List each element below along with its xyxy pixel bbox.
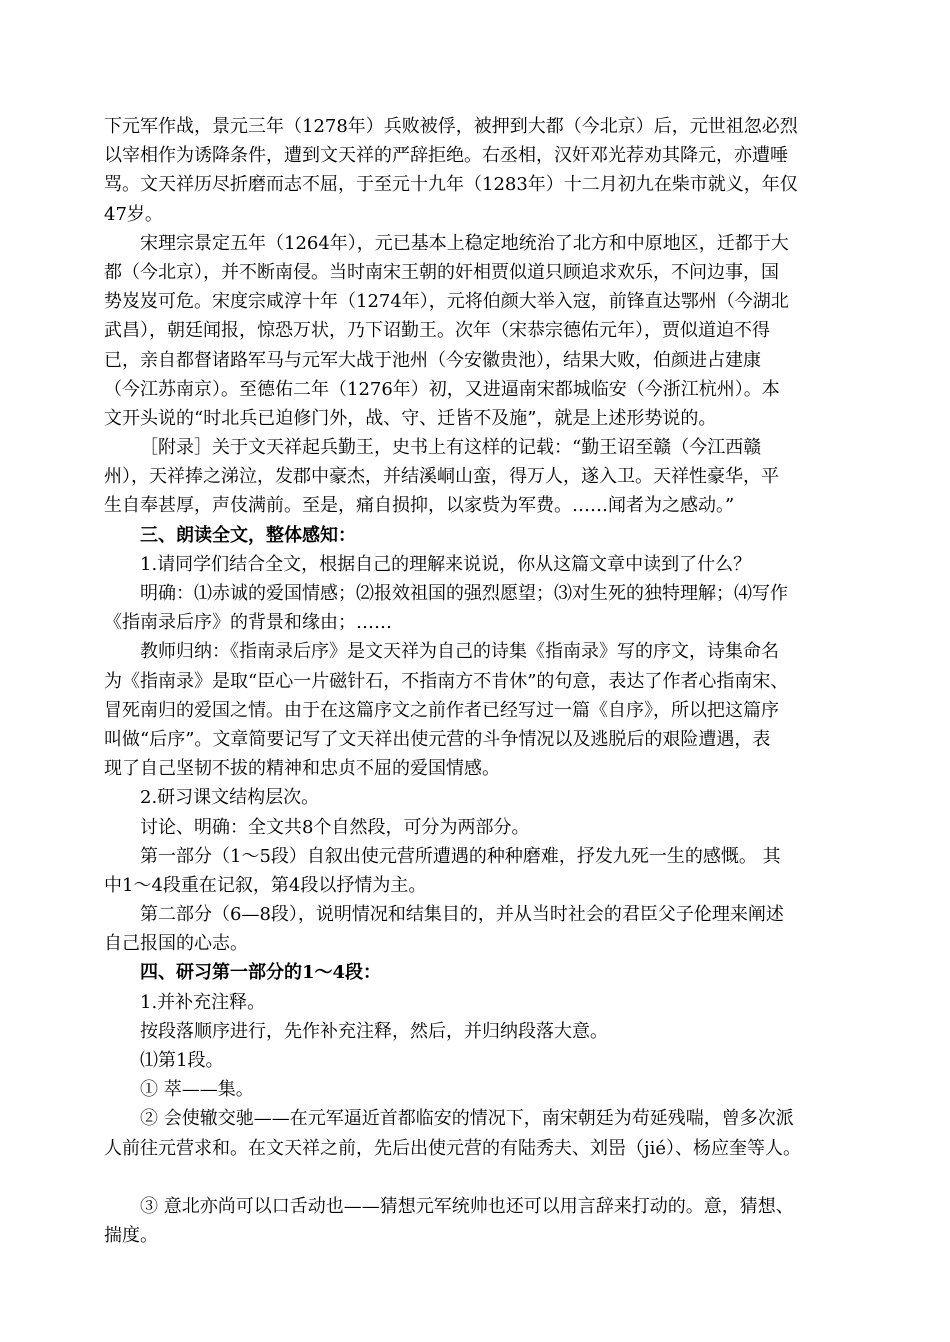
appendix-line: ［附录］关于文天祥起兵勤王，史书上有这样的记载：“勤王诏至赣（今江西赣 (140, 437, 762, 459)
text-line: 以宰相作为诱降条件，遭到文天祥的严辞拒绝。右丞相，汉奸邓光荐劝其降元，亦遭唾 (104, 145, 788, 167)
text-line: 已，亲自都督诸路军马与元军大战于池州（今安徽贵池），结果大败，伯颜进占建康 (104, 349, 761, 371)
summary-line: 教师归纳：《指南录后序》是文天祥为自己的诗集《指南录》写的序文，诗集命名 (140, 641, 779, 663)
text-line: 中1～4段重在记叙，第4段以抒情为主。 (104, 874, 427, 896)
paragraph-label: ⑴第1段。 (140, 1050, 224, 1071)
answer-line: 明确：⑴赤诚的爱国情感；⑵报效祖国的强烈愿望；⑶对生死的独特理解；⑷写作 (140, 583, 788, 604)
section-heading: 三、朗读全文，整体感知： (140, 524, 356, 546)
text-line: 47岁。 (104, 203, 163, 225)
summary-line: 冒死南归的爱国之情。由于在这篇序文之前作者已经写过一篇《自序》，所以把这篇序 (104, 699, 779, 721)
summary-line: 叫做“后序”。文章简要记写了文天祥出使元营的斗争情况以及逃脱后的艰险遭遇，表 (104, 728, 771, 750)
text-line: 第一部分（1～5段）自叙出使元营所遭遇的种种磨难，抒发九死一生的感慨。 其 (140, 845, 781, 867)
text-line: 按段落顺序进行，先作补充注释，然后，并归纳段落大意。 (140, 1020, 608, 1042)
text-line: 骂。文天祥历尽折磨而志不屈，于至元十九年（1283年）十二月初九在柴市就义，年仅 (104, 174, 798, 196)
text-line: 第二部分（6—8段），说明情况和结集目的，并从当时社会的君臣父子伦理来阐述 (140, 904, 784, 926)
question-line: 1.并补充注释。 (140, 991, 266, 1013)
text-line: （今江苏南京）。至德佑二年（1276年）初，又进逼南宋都城临安（今浙江杭州）。本 (104, 378, 780, 400)
text-line: 下元军作战，景元三年（1278年）兵败被俘，被押到大都（今北京）后，元世祖忽必烈 (104, 116, 798, 137)
summary-line: 为《指南录》是取“臣心一片磁针石，不指南方不肯休”的句意，表达了作者心指南宋、 (104, 670, 789, 692)
answer-line: 《指南录后序》的背景和缘由；…… (104, 612, 392, 634)
appendix-line: 生自奉甚厚，声伎满前。至是，痛自损抑，以家赀为军费。……闻者为之感动。” (104, 495, 735, 517)
summary-line: 现了自己坚韧不拔的精神和忠贞不屈的爱国情感。 (104, 758, 500, 780)
section-heading: 四、研习第一部分的1～4段： (140, 962, 382, 984)
text-line: 文开头说的“时北兵已迫修门外，战、守、迁皆不及施”，就是上述形势说的。 (104, 407, 717, 429)
document-page (104, 112, 864, 1250)
annotation-line: ① 萃——集。 (140, 1079, 254, 1101)
annotation-line: 揣度。 (104, 1225, 158, 1247)
annotation-line: ③ 意北亦尚可以口舌动也——猜想元军统帅也还可以用言辞来打动的。意，猜想、 (140, 1195, 794, 1217)
text-line: 自己报国的心志。 (104, 933, 248, 955)
answer-line: 讨论、明确：全文共8个自然段，可分为两部分。 (140, 816, 530, 838)
question-line: 1.请同学们结合全文，根据自己的理解来说说，你从这篇文章中读到了什么？ (140, 553, 752, 575)
text-line: 势岌岌可危。宋度宗咸淳十年（1274年），元将伯颜大举入寇，前锋直达鄂州（今湖北 (104, 291, 789, 313)
text-line: 武昌），朝廷闻报，惊恐万状，乃下诏勤王。次年（宋恭宗德佑元年），贾似道迫不得 (104, 320, 770, 342)
appendix-line: 州），天祥捧之涕泣，发郡中豪杰，并结溪峒山蛮，得万人，遂入卫。天祥性豪华，平 (104, 466, 779, 488)
blank-line (104, 1163, 864, 1192)
text-line: 宋理宗景定五年（1264年），元已基本上稳定地统治了北方和中原地区，迁都于大 (140, 232, 789, 254)
question-line: 2.研习课文结构层次。 (140, 787, 320, 809)
text-line: 都（今北京），并不断南侵。当时南宋王朝的奸相贾似道只顾追求欢乐，不问边事，国 (104, 261, 779, 283)
annotation-line: 人前往元营求和。在文天祥之前，先后出使元营的有陆秀夫、刘岊（jié）、杨应奎等人。 (104, 1137, 801, 1159)
annotation-line: ② 会使辙交驰——在元军逼近首都临安的情况下，南宋朝廷为苟延残喘，曾多次派 (140, 1108, 794, 1130)
